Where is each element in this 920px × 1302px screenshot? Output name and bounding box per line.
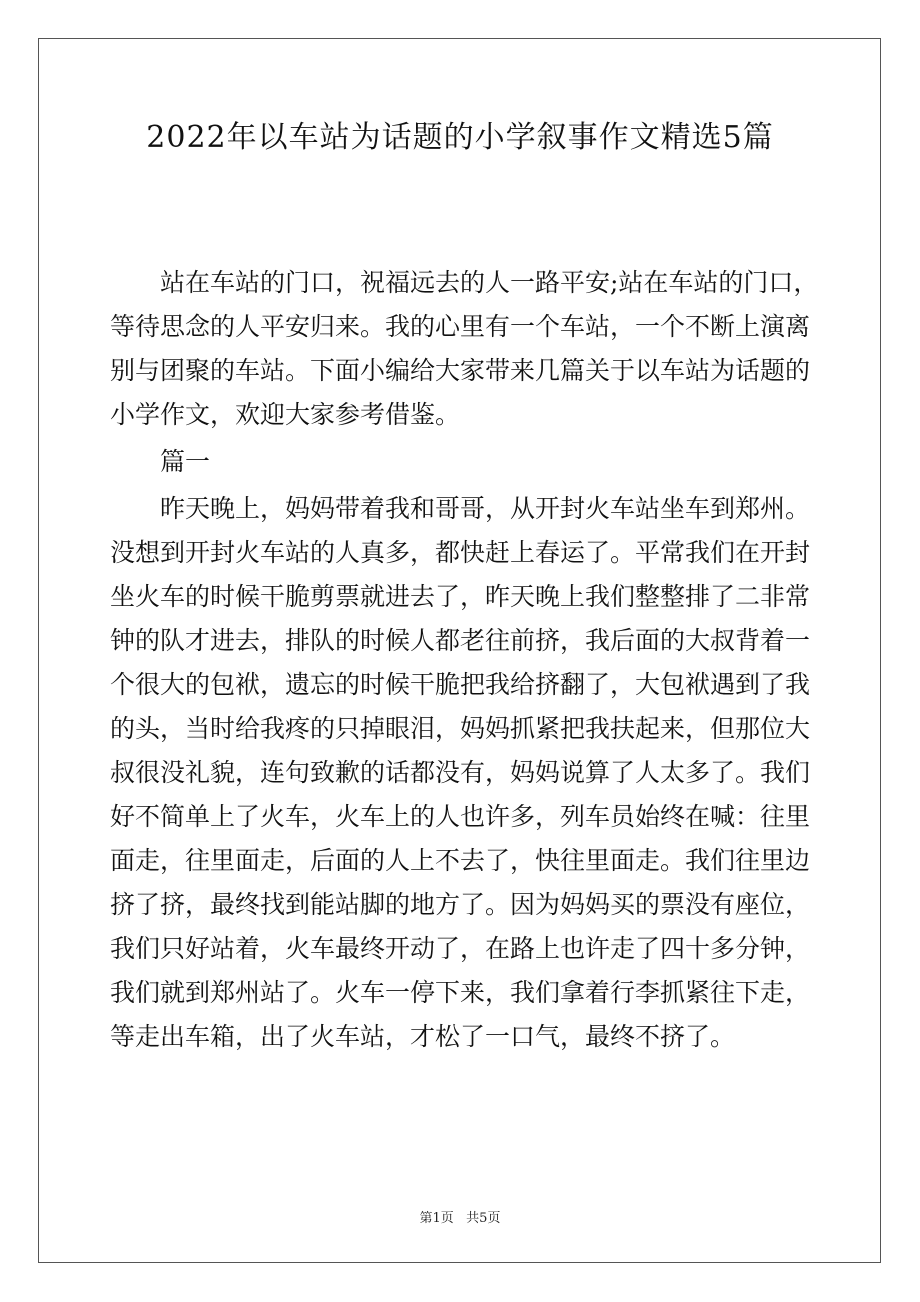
document-title: 2022年以车站为话题的小学叙事作文精选5篇 (146, 120, 774, 155)
text-line: 昨天晚上，妈妈带着我和哥哥，从开封火车站坐车到郑州。 (160, 494, 811, 523)
text-line: 挤了挤，最终找到能站脚的地方了。因为妈妈买的票没有座位， (110, 890, 811, 919)
text-line: 没想到开封火车站的人真多，都快赶上春运了。平常我们在开封 (110, 538, 811, 567)
text-line: 等待思念的人平安归来。我的心里有一个车站，一个不断上演离 (110, 312, 811, 341)
story-paragraph (110, 487, 810, 1059)
text-line: 别与团聚的车站。下面小编给大家带来几篇关于以车站为话题的 (110, 356, 811, 385)
text-line: 面走，往里面走，后面的人上不去了，快往里面走。我们往里边 (110, 846, 811, 875)
text-line: 我们就到郑州站了。火车一停下来，我们拿着行李抓紧往下走， (110, 978, 811, 1007)
text-line: 小学作文，欢迎大家参考借鉴。 (110, 400, 461, 429)
text-line: 好不简单上了火车，火车上的人也许多，列车员始终在喊：往里 (110, 802, 811, 831)
text-line: 等走出车箱，出了火车站，才松了一口气，最终不挤了。 (110, 1022, 736, 1051)
text-line: 坐火车的时候干脆剪票就进去了，昨天晚上我们整整排了二非常 (110, 582, 811, 611)
text-line: 站在车站的门口，祝福远去的人一路平安;站在车站的门口， (160, 268, 819, 297)
text-line: 个很大的包袱，遗忘的时候干脆把我给挤翻了，大包袱遇到了我 (110, 670, 811, 699)
text-line: 的头，当时给我疼的只掉眼泪，妈妈抓紧把我扶起来，但那位大 (110, 714, 811, 743)
intro-paragraph (110, 261, 819, 437)
section-heading: 篇一 (160, 447, 211, 476)
text-line: 钟的队才进去，排队的时候人都老往前挤，我后面的大叔背着一 (110, 626, 811, 655)
document-body (110, 261, 819, 1059)
text-line: 叔很没礼貌，连句致歉的话都没有，妈妈说算了人太多了。我们 (110, 758, 811, 787)
page-number-footer: 第1页 共5页 (419, 1211, 501, 1226)
text-line: 我们只好站着，火车最终开动了，在路上也许走了四十多分钟， (110, 934, 811, 963)
